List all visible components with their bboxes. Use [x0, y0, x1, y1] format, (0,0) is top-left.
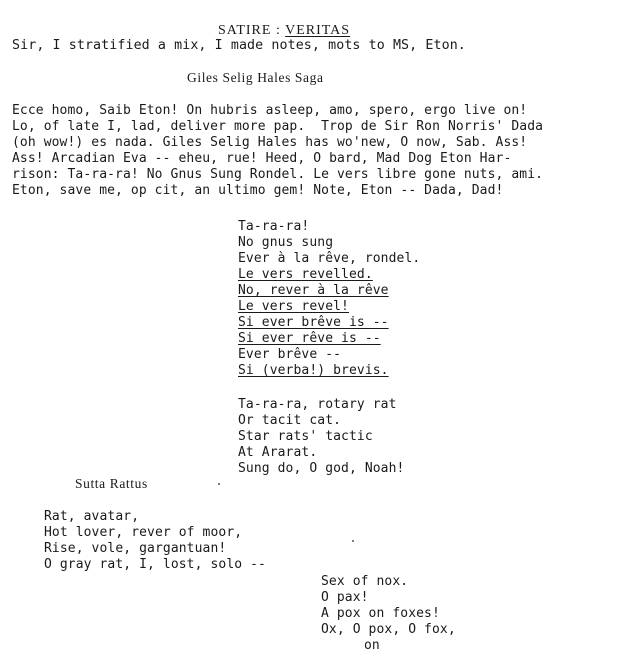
prose-line: Ecce homo, Saib Eton! On hubris asleep, amo, spero, ergo live on!	[12, 103, 528, 118]
title-underlined: VERITAS	[285, 23, 351, 38]
nox-line: Ox, O pox, O fox,	[321, 622, 456, 637]
dedication-line: Sir, I stratified a mix, I made notes, mots to MS, Eton.	[12, 38, 466, 53]
rondel-line: Si ever brêve is --	[238, 315, 389, 330]
rondel-line: No, rever à la rêve	[238, 283, 389, 298]
prose-line: Lo, of late I, lad, deliver more pap. Trop de Sir Ron Norris' Dada	[12, 119, 544, 134]
rondel-line: No gnus sung	[238, 235, 334, 250]
rondel-line: Ever à la rêve, rondel.	[238, 251, 421, 266]
sutta-line: Rat, avatar,	[44, 509, 140, 524]
rondel-line: Le vers revel!	[238, 299, 349, 314]
rondel-line: Ever brêve --	[238, 347, 342, 362]
rat-line: Sung do, O god, Noah!	[238, 461, 405, 476]
prose-line: Eton, save me, op cit, an ultimo gem! Note, Eton -- Dada, Dad!	[12, 183, 504, 198]
sutta-line: Rise, vole, gargantuan!	[44, 541, 227, 556]
nox-line: on	[364, 638, 380, 653]
nox-line: Sex of nox.	[321, 574, 409, 589]
nox-line: O pax!	[321, 590, 369, 605]
print-speck	[352, 540, 354, 542]
rat-line: At Ararat.	[238, 445, 318, 460]
prose-line: Ass! Arcadian Eva -- eheu, rue! Heed, O bard, Mad Dog Eton Har-	[12, 151, 512, 166]
rondel-line: Si ever rêve is --	[238, 331, 381, 346]
rondel-line: Si (verba!) brevis.	[238, 363, 389, 378]
rondel-line: Le vers revelled.	[238, 267, 373, 282]
rat-line: Star rats' tactic	[238, 429, 373, 444]
rat-line: Or tacit cat.	[238, 413, 342, 428]
rat-line: Ta-ra-ra, rotary rat	[238, 397, 397, 412]
sutta-title: Sutta Rattus	[75, 476, 148, 491]
nox-line: A pox on foxes!	[321, 606, 440, 621]
prose-line: rison: Ta-ra-ra! No Gnus Sung Rondel. Le vers libre gone nuts, ami.	[12, 167, 544, 182]
rondel-line: Ta-ra-ra!	[238, 219, 310, 234]
sutta-line: O gray rat, I, lost, solo --	[44, 557, 266, 572]
subtitle: Giles Selig Hales Saga	[187, 70, 324, 85]
prose-line: (oh wow!) es nada. Giles Selig Hales has wo'new, O now, Sab. Ass!	[12, 135, 528, 150]
print-speck	[218, 483, 220, 485]
title-prefix: SATIRE :	[218, 23, 286, 38]
sutta-line: Hot lover, rever of moor,	[44, 525, 243, 540]
